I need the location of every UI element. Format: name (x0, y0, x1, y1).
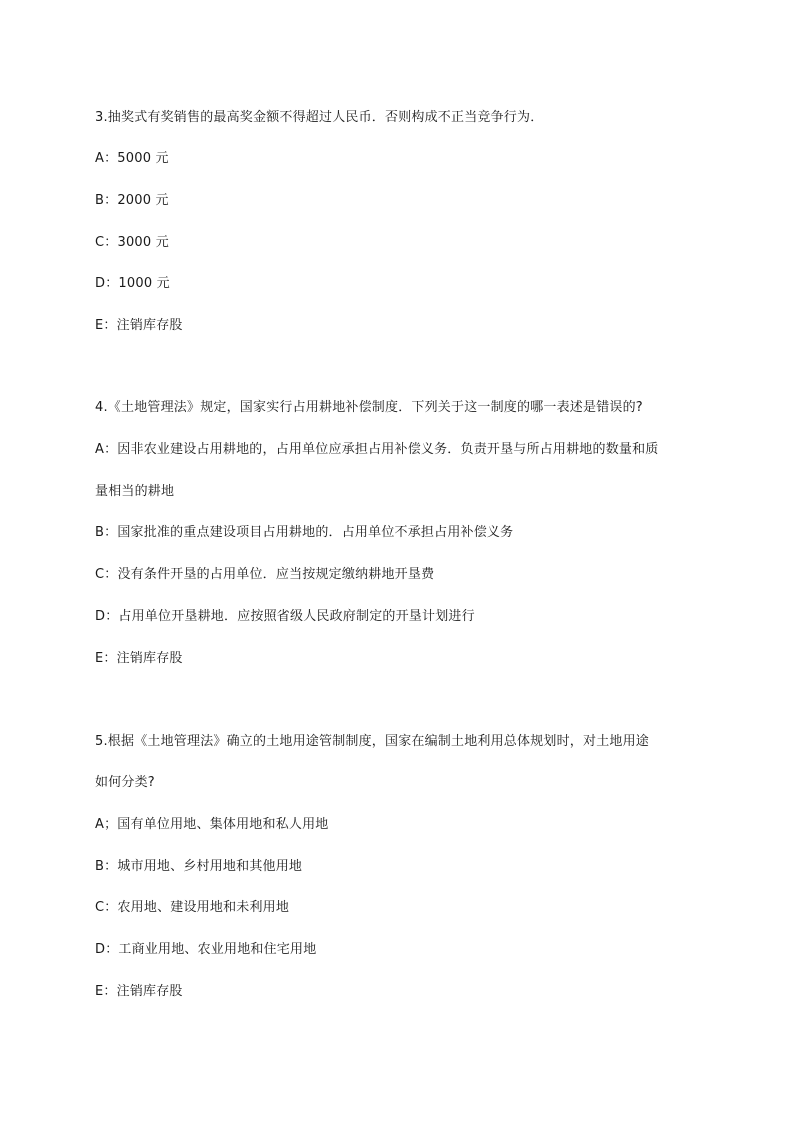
question-5-option-d: D：工商业用地、农业用地和住宅用地 (95, 942, 317, 957)
question-3-option-a: A：5000 元 (95, 151, 169, 166)
question-4-stem: 4.《土地管理法》规定，国家实行占用耕地补偿制度．下列关于这一制度的哪一表述是错误的? (95, 400, 643, 415)
question-5-option-b: B：城市用地、乡村用地和其他用地 (95, 859, 303, 874)
question-5-stem: 5.根据《土地管理法》确立的土地用途管制制度，国家在编制土地利用总体规划时，对土地用途 (95, 734, 650, 749)
question-3-option-b: B：2000 元 (95, 193, 169, 208)
question-4-option-a-continued: 量相当的耕地 (95, 484, 175, 499)
question-5-option-c: C：农用地、建设用地和未利用地 (95, 900, 290, 915)
question-5-option-e: E：注销库存股 (95, 984, 183, 999)
question-5-stem-continued: 如何分类? (95, 775, 155, 790)
question-4-option-d: D：占用单位开垦耕地．应按照省级人民政府制定的开垦计划进行 (95, 609, 475, 624)
question-3-option-e: E：注销库存股 (95, 318, 183, 333)
question-4-option-b: B：国家批准的重点建设项目占用耕地的．占用单位不承担占用补偿义务 (95, 525, 514, 540)
question-3-stem: 3.抽奖式有奖销售的最高奖金额不得超过人民币．否则构成不正当竞争行为． (95, 110, 544, 125)
question-5-option-a: A；国有单位用地、集体用地和私人用地 (95, 817, 329, 832)
question-3-option-c: C：3000 元 (95, 235, 169, 250)
question-3-option-d: D：1000 元 (95, 276, 170, 291)
question-4-option-e: E：注销库存股 (95, 651, 183, 666)
question-4-option-c: C：没有条件开垦的占用单位．应当按规定缴纳耕地开垦费 (95, 567, 435, 582)
question-4-option-a: A：因非农业建设占用耕地的，占用单位应承担占用补偿义务．负责开垦与所占用耕地的数量和质 (95, 442, 659, 457)
